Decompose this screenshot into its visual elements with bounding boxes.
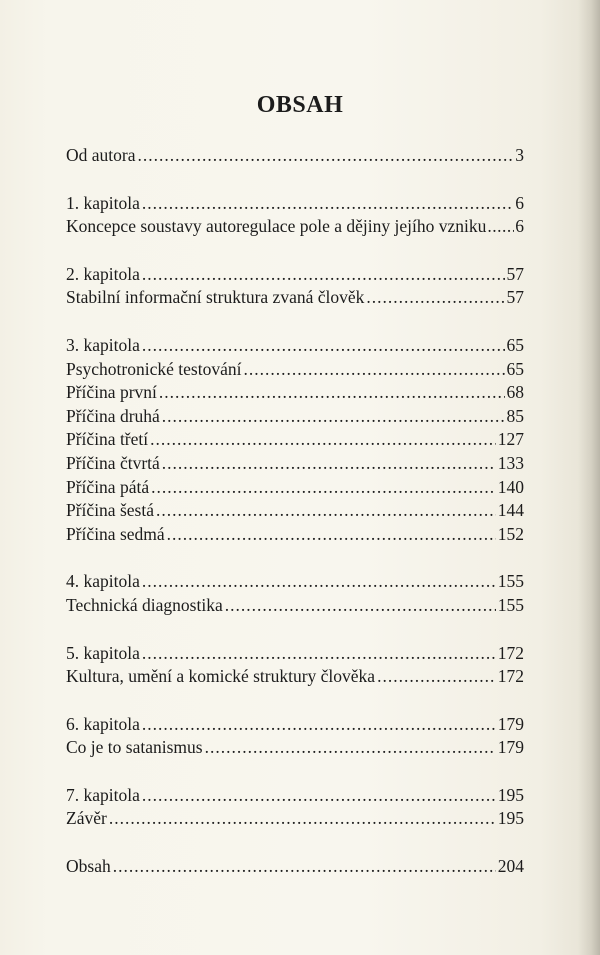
toc-entry [66, 215, 524, 239]
toc-entry-label: Kultura, umění a komické struktury člověka [66, 666, 376, 687]
page-edge-shadow [578, 0, 600, 955]
dot-leader [138, 144, 514, 168]
toc-entry [66, 334, 524, 358]
toc-entry-page: 152 [497, 523, 524, 544]
toc-entry-label: Příčina čtvrtá [66, 452, 160, 473]
toc-entry [66, 452, 524, 476]
toc-entry-page: 85 [506, 405, 524, 426]
toc-entry [66, 499, 524, 523]
dot-leader [142, 334, 505, 358]
dot-leader [162, 405, 505, 429]
toc-entry-page: 172 [497, 666, 524, 687]
dot-leader [142, 713, 496, 737]
toc-entry-label: Psychotronické testování [66, 358, 242, 379]
toc-entry [66, 405, 524, 429]
toc-entry-page: 144 [497, 500, 524, 521]
toc-entry-label: 3. kapitola [66, 334, 140, 355]
dot-leader [156, 499, 496, 523]
toc-entry [66, 570, 524, 594]
toc-entry [66, 642, 524, 666]
page-title: OBSAH [256, 92, 344, 118]
toc-entry-label: 1. kapitola [66, 192, 140, 213]
dot-leader [142, 784, 496, 808]
dot-leader [142, 570, 496, 594]
toc-entry-label: 2. kapitola [66, 263, 140, 284]
toc-entry-page: 140 [497, 476, 524, 497]
toc-entry-page: 204 [497, 856, 524, 877]
toc-entry-page: 155 [497, 571, 524, 592]
toc-entry-page: 195 [497, 808, 524, 829]
toc-entry-label: Příčina druhá [66, 405, 160, 426]
toc-entry-label: Závěr [66, 808, 107, 829]
dot-leader [225, 594, 496, 618]
toc-entry-page: 57 [506, 263, 524, 284]
dot-leader [142, 263, 505, 287]
toc-entry-label: Technická diagnostika [66, 594, 223, 615]
dot-leader [205, 736, 496, 760]
toc-entry-label: Příčina třetí [66, 429, 149, 450]
toc-entry [66, 358, 524, 382]
toc-entry [66, 736, 524, 760]
dot-leader [162, 452, 496, 476]
toc-entry [66, 476, 524, 500]
toc-entry-label: Stabilní informační struktura zvaná člověk [66, 287, 365, 308]
toc-entry-page: 195 [497, 784, 524, 805]
dot-leader [366, 286, 504, 310]
toc-entry-page: 65 [506, 358, 524, 379]
toc-entry-label: Příčina šestá [66, 500, 154, 521]
toc-entry [66, 144, 524, 168]
toc-entry-page: 57 [506, 287, 524, 308]
dot-leader [113, 855, 496, 879]
dot-leader [159, 381, 505, 405]
toc-entry-page: 6 [515, 192, 524, 213]
toc-entry-label: 6. kapitola [66, 713, 140, 734]
toc-entry-label: Koncepce soustavy autoregulace pole a dějiny jejího vzniku [66, 216, 487, 237]
toc-entry [66, 807, 524, 831]
toc-entry-page: 179 [497, 713, 524, 734]
toc-entry-page: 65 [506, 334, 524, 355]
toc-entry [66, 784, 524, 808]
toc-entry-page: 68 [506, 382, 524, 403]
toc-entry-label: Příčina sedmá [66, 523, 165, 544]
toc-entry [66, 192, 524, 216]
toc-entry-page: 179 [497, 737, 524, 758]
toc-entry-label: Od autora [66, 145, 136, 165]
toc-entry [66, 286, 524, 310]
toc-entry-label: 5. kapitola [66, 642, 140, 663]
toc-entry-page: 133 [497, 452, 524, 473]
toc-entry-label: Příčina první [66, 382, 157, 403]
toc-entry [66, 428, 524, 452]
toc-entry-page: 127 [497, 429, 524, 450]
toc-entry-page: 6 [515, 216, 524, 237]
dot-leader [109, 807, 496, 831]
dot-leader [142, 192, 513, 216]
dot-leader [167, 523, 496, 547]
toc-entry [66, 263, 524, 287]
toc-entry-label: Co je to satanismus [66, 737, 203, 758]
toc-entry-label: Obsah [66, 856, 111, 877]
dot-leader [377, 665, 496, 689]
dot-leader [142, 642, 496, 666]
dot-leader [243, 358, 504, 382]
dot-leader [150, 428, 496, 452]
toc-entry-label: Příčina pátá [66, 476, 150, 497]
toc-entry [66, 381, 524, 405]
toc-entry-page: 3 [515, 145, 524, 165]
dot-leader [487, 215, 514, 239]
toc-entry [66, 713, 524, 737]
table-of-contents [66, 144, 524, 879]
toc-entry-label: 4. kapitola [66, 571, 140, 592]
toc-entry [66, 855, 524, 879]
toc-entry [66, 523, 524, 547]
toc-entry-page: 172 [497, 642, 524, 663]
toc-entry [66, 594, 524, 618]
toc-entry [66, 665, 524, 689]
dot-leader [151, 476, 496, 500]
toc-entry-label: 7. kapitola [66, 784, 140, 805]
toc-entry-page: 155 [497, 594, 524, 615]
